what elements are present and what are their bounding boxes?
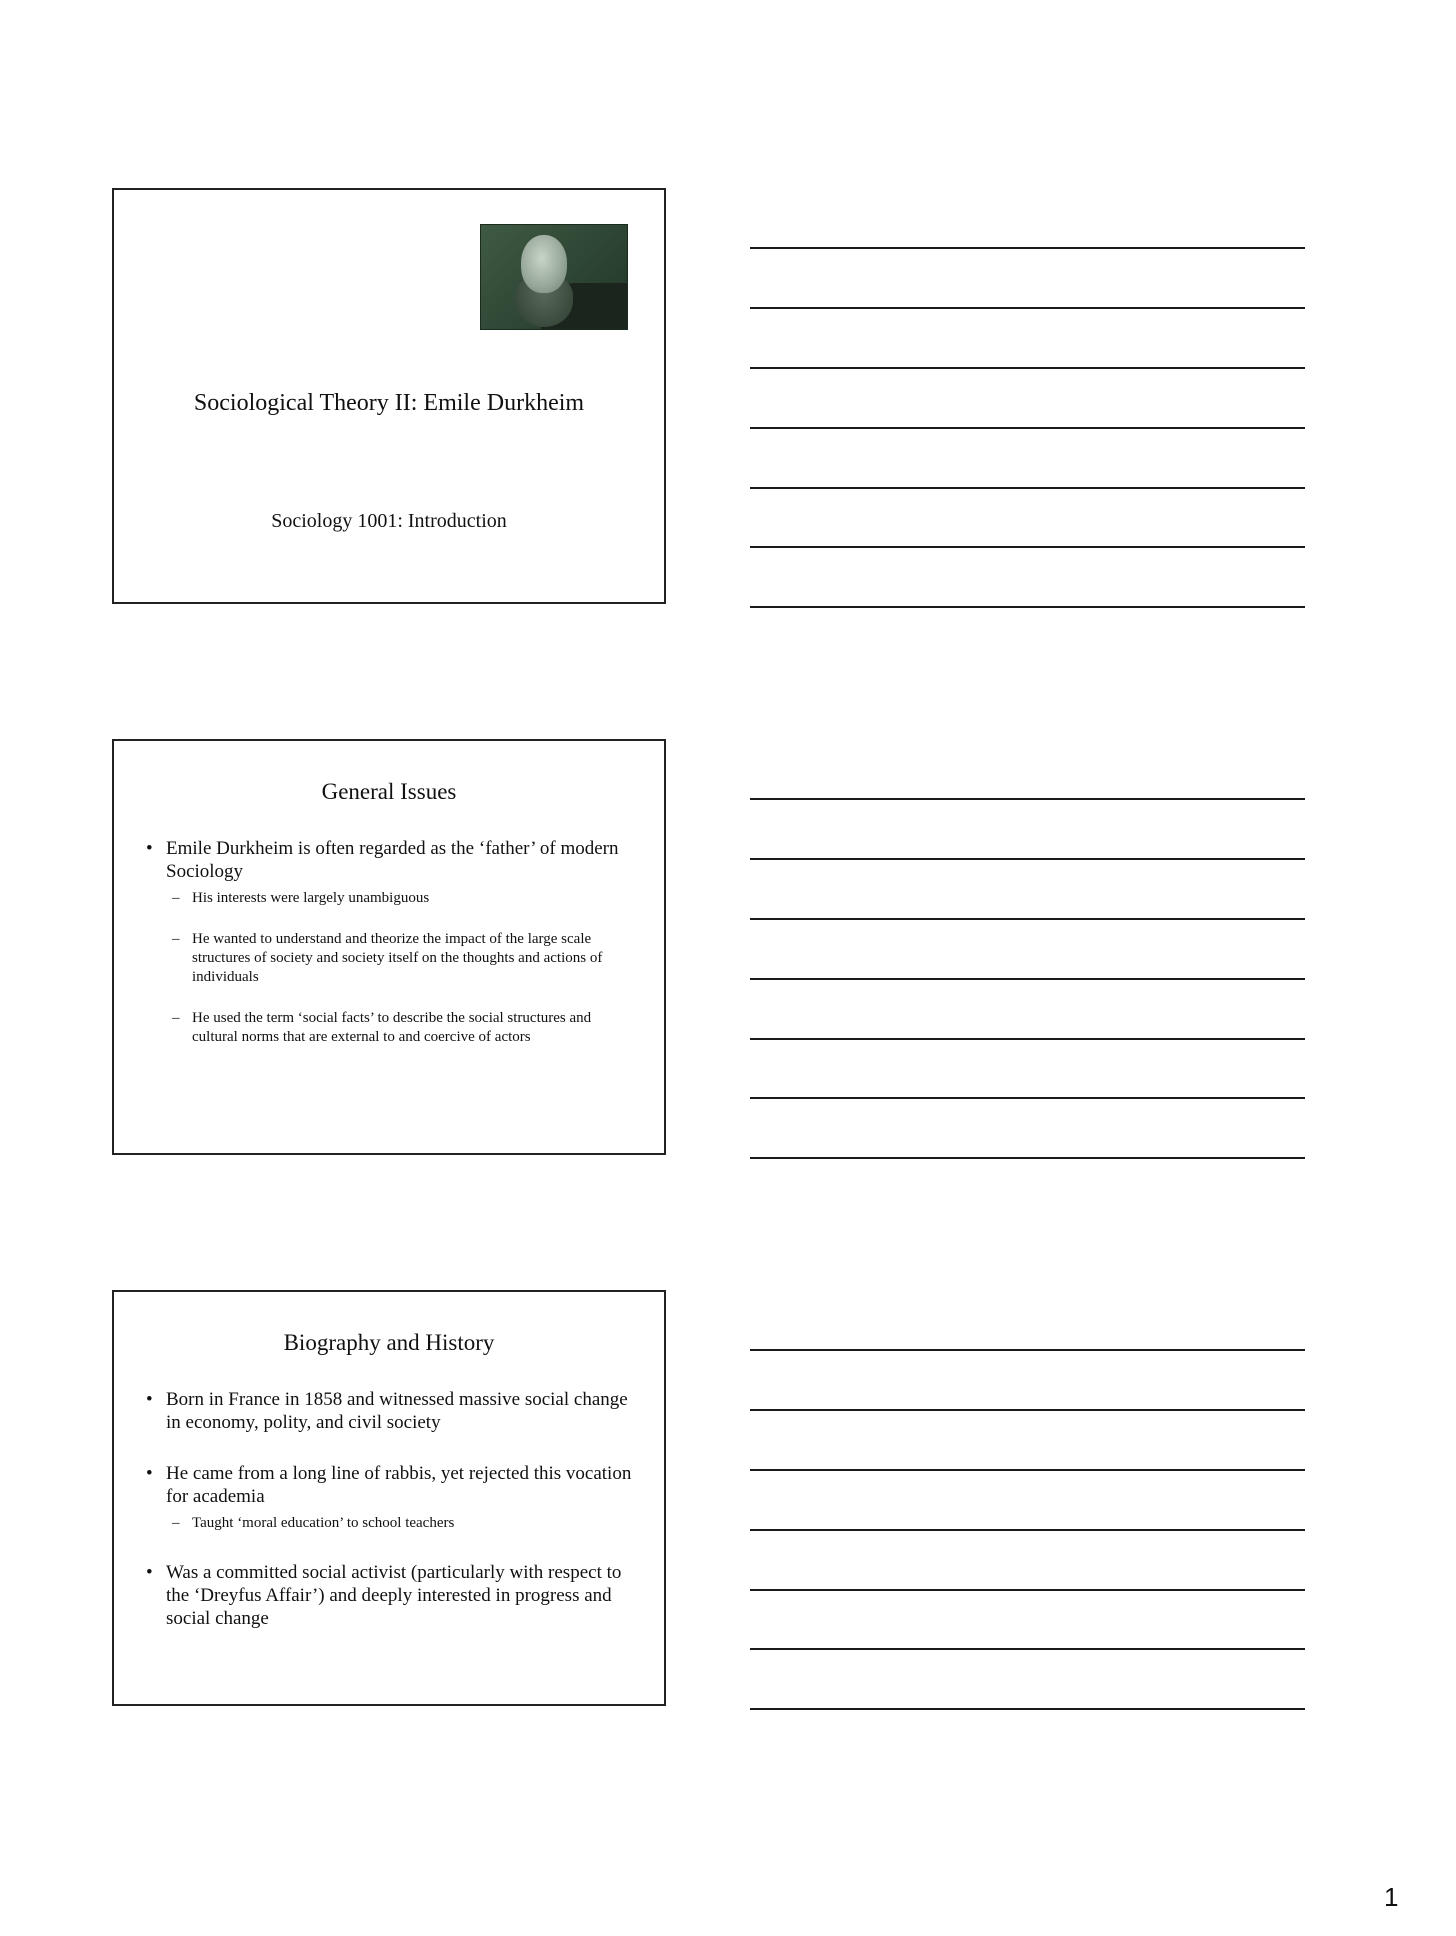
note-line xyxy=(750,1708,1305,1710)
sub-bullet-item xyxy=(114,1514,624,1533)
note-line xyxy=(750,1529,1305,1531)
bullet-text: Was a committed social activist (particularly with respect to the ‘Dreyfus Affair’) and deeply interested in progress and social change xyxy=(166,1562,622,1629)
sub-bullet-text: His interests were largely unambiguous xyxy=(192,890,430,906)
bullet-glyph: • xyxy=(146,1389,153,1410)
note-line xyxy=(750,546,1305,548)
portrait-face xyxy=(521,235,567,293)
sub-bullet-glyph: – xyxy=(172,1010,180,1026)
bullet-list xyxy=(114,1388,664,1630)
note-line xyxy=(750,307,1305,309)
note-line xyxy=(750,798,1305,800)
bullet-glyph: • xyxy=(146,1463,153,1484)
sub-bullet-text: He used the term ‘social facts’ to describe the social structures and cultural norms that are external to and coercive of actors xyxy=(192,1010,592,1045)
note-line xyxy=(750,1157,1305,1159)
bullet-glyph: • xyxy=(146,838,153,859)
sub-bullet-glyph: – xyxy=(172,890,180,906)
note-line xyxy=(750,1097,1305,1099)
sub-bullet-text: He wanted to understand and theorize the impact of the large scale structures of society and society itself on the thoughts and actions of individuals xyxy=(192,931,603,985)
sub-bullet-glyph: – xyxy=(172,1515,180,1531)
slide-1 xyxy=(112,188,666,604)
bullet-item xyxy=(114,1561,634,1630)
portrait-photo-icon xyxy=(480,224,628,330)
sub-bullet-item xyxy=(114,1009,624,1047)
bullet-item xyxy=(114,837,634,883)
slide-3 xyxy=(112,1290,666,1706)
sub-bullet-glyph: – xyxy=(172,931,180,947)
slide-title: General Issues xyxy=(321,779,457,804)
sub-bullet-item xyxy=(114,889,624,908)
bullet-list xyxy=(114,837,664,1047)
note-line xyxy=(750,918,1305,920)
note-line xyxy=(750,1409,1305,1411)
slide-title: Sociological Theory II: Emile Durkheim xyxy=(193,390,585,416)
bullet-text: He came from a long line of rabbis, yet rejected this vocation for academia xyxy=(166,1463,632,1507)
note-line xyxy=(750,1038,1305,1040)
slide-title: Biography and History xyxy=(283,1330,495,1355)
note-line xyxy=(750,1349,1305,1351)
note-line xyxy=(750,1648,1305,1650)
bullet-item xyxy=(114,1462,634,1508)
note-line xyxy=(750,1469,1305,1471)
note-line xyxy=(750,858,1305,860)
note-line xyxy=(750,427,1305,429)
bullet-text: Emile Durkheim is often regarded as the ‘father’ of modern Sociology xyxy=(166,838,619,882)
slide-subtitle: Sociology 1001: Introduction xyxy=(271,510,507,532)
bullet-text: Born in France in 1858 and witnessed massive social change in economy, polity, and civil society xyxy=(166,1389,628,1433)
note-line xyxy=(750,487,1305,489)
bullet-glyph: • xyxy=(146,1562,153,1583)
sub-bullet-item xyxy=(114,930,624,987)
note-line xyxy=(750,247,1305,249)
note-line xyxy=(750,367,1305,369)
note-line xyxy=(750,978,1305,980)
slide-2 xyxy=(112,739,666,1155)
page-number: 1 xyxy=(1384,1882,1399,1912)
bullet-item xyxy=(114,1388,634,1434)
note-line xyxy=(750,606,1305,608)
sub-bullet-text: Taught ‘moral education’ to school teachers xyxy=(192,1515,455,1531)
note-line xyxy=(750,1589,1305,1591)
